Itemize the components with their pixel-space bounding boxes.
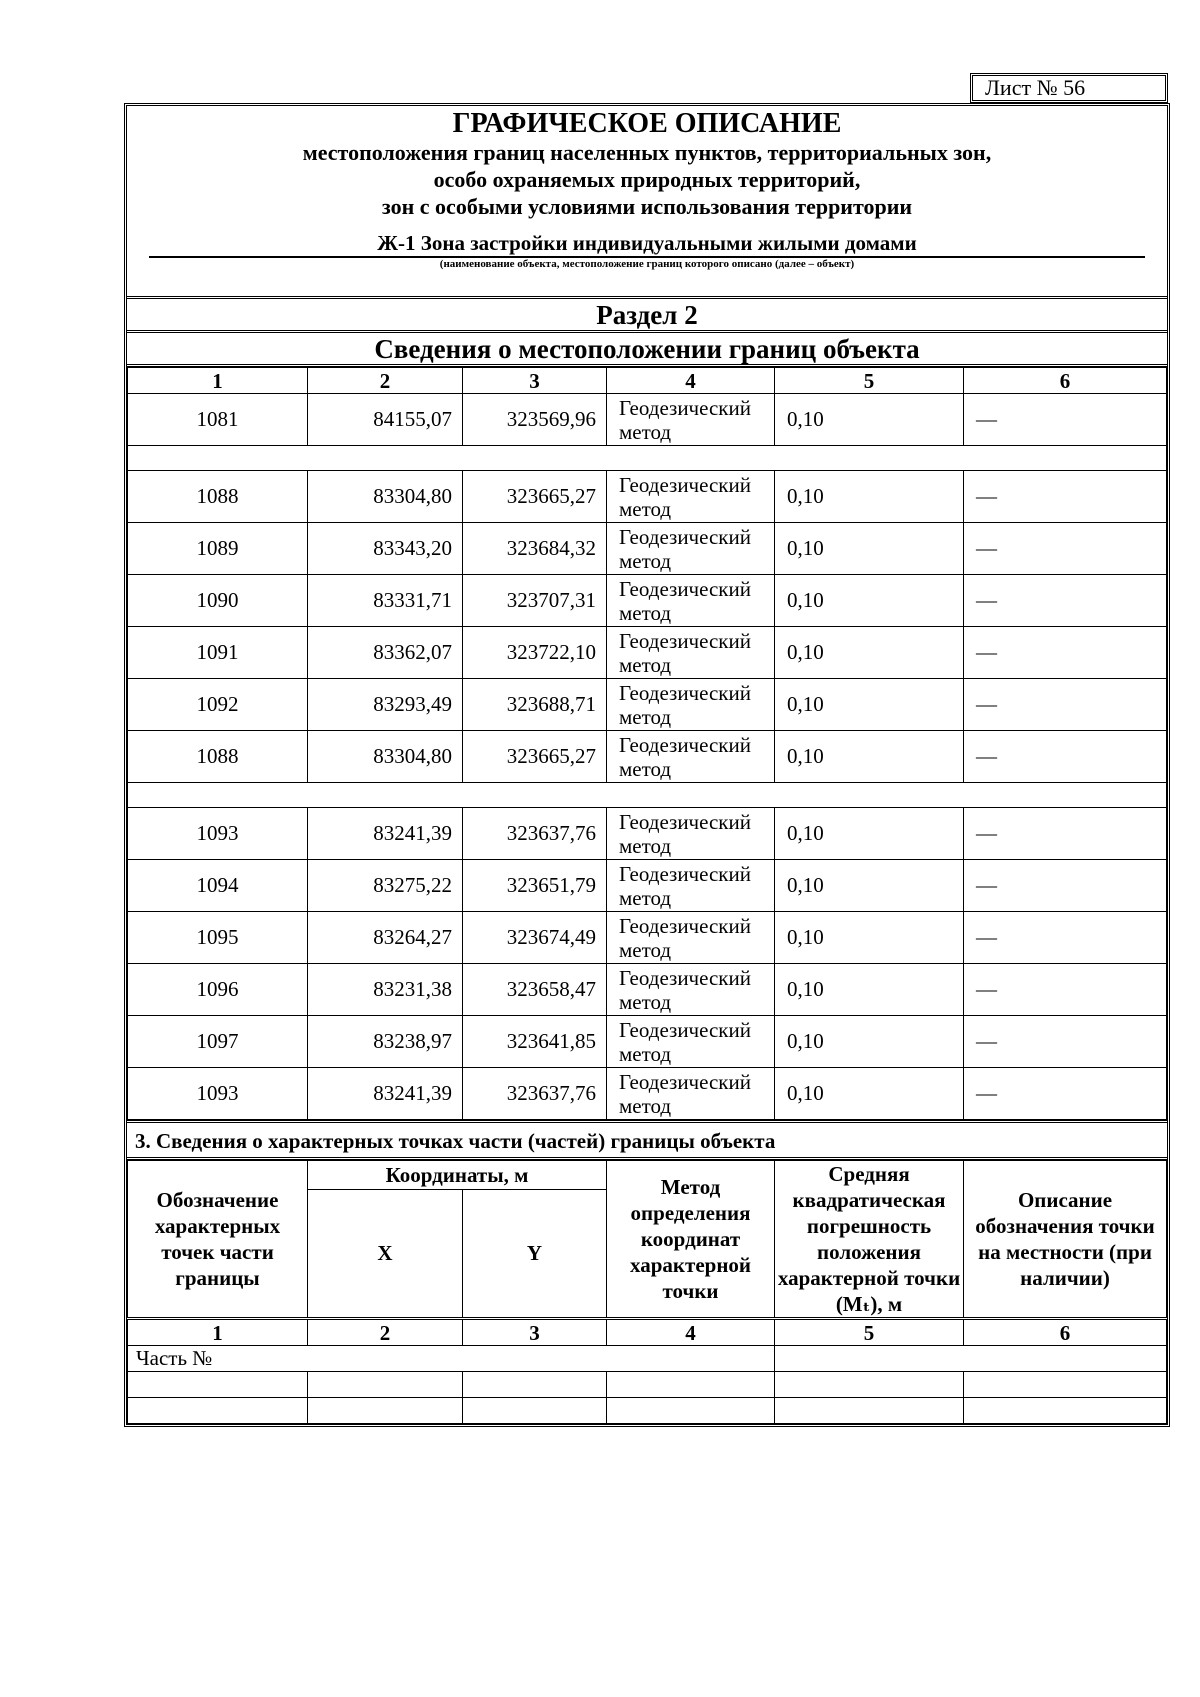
x-coordinate-cell: 83304,80 [308, 731, 463, 783]
x-coordinate-cell: 83304,80 [308, 471, 463, 523]
method-cell: Геодезический метод [607, 627, 775, 679]
accuracy-cell: 0,10 [775, 523, 964, 575]
description-cell: — [964, 731, 1167, 783]
table-row [128, 1068, 1167, 1120]
y-coordinate-cell: 323665,27 [463, 471, 607, 523]
description-cell: — [964, 1016, 1167, 1068]
column-number: 1 [128, 1319, 308, 1346]
column-number: 3 [463, 1319, 607, 1346]
empty-cell [964, 1398, 1167, 1424]
x-coordinate-cell: 83275,22 [308, 860, 463, 912]
column-number: 4 [607, 1319, 775, 1346]
x-coordinate-cell: 83343,20 [308, 523, 463, 575]
point-id-cell: 1089 [128, 523, 308, 575]
method-cell: Геодезический метод [607, 731, 775, 783]
point-id-cell: 1095 [128, 912, 308, 964]
y-coordinate-cell: 323707,31 [463, 575, 607, 627]
description-cell: — [964, 679, 1167, 731]
y-coordinate-cell: 323722,10 [463, 627, 607, 679]
point-id-cell: 1092 [128, 679, 308, 731]
point-id-cell: 1088 [128, 471, 308, 523]
accuracy-cell: 0,10 [775, 575, 964, 627]
empty-cell [775, 1372, 964, 1398]
point-id-cell: 1093 [128, 808, 308, 860]
table-row [128, 964, 1167, 1016]
table-row [128, 575, 1167, 627]
y-coordinate-cell: 323658,47 [463, 964, 607, 1016]
header-method: Метод определения координат характерной точки [607, 1161, 775, 1319]
contour-separator-cell [128, 446, 1167, 471]
method-cell: Геодезический метод [607, 912, 775, 964]
column-number: 4 [607, 368, 775, 394]
method-cell: Геодезический метод [607, 394, 775, 446]
contour-separator-row [128, 446, 1167, 471]
object-note: (наименование объекта, местоположение границ которого описано (далее – объект) [439, 258, 855, 270]
header-x: X [308, 1189, 463, 1318]
part-points-table [127, 1160, 1167, 1424]
sheet-number: Лист № 56 [970, 73, 1168, 103]
y-coordinate-cell: 323569,96 [463, 394, 607, 446]
accuracy-cell: 0,10 [775, 912, 964, 964]
description-cell: — [964, 471, 1167, 523]
empty-cell [607, 1372, 775, 1398]
document-header [127, 106, 1167, 299]
method-cell: Геодезический метод [607, 1016, 775, 1068]
header-y: Y [463, 1189, 607, 1318]
column-number: 5 [775, 1319, 964, 1346]
empty-cell [128, 1372, 308, 1398]
document-title: ГРАФИЧЕСКОЕ ОПИСАНИЕ [452, 108, 842, 139]
x-coordinate-cell: 83362,07 [308, 627, 463, 679]
subtitle-line-2: особо охраняемых природных территорий, [433, 167, 861, 192]
empty-row [128, 1372, 1167, 1398]
empty-cell [463, 1372, 607, 1398]
method-cell: Геодезический метод [607, 1068, 775, 1120]
table-row [128, 523, 1167, 575]
empty-cell [463, 1398, 607, 1424]
table-row [128, 860, 1167, 912]
x-coordinate-cell: 83241,39 [308, 808, 463, 860]
x-coordinate-cell: 83231,38 [308, 964, 463, 1016]
table-row [128, 679, 1167, 731]
section-title: Раздел 2 [127, 299, 1167, 333]
section-subtitle: Сведения о местоположении границ объекта [127, 333, 1167, 367]
header-accuracy: Средняя квадратическая погрешность положения характерной точки (Mₜ), м [775, 1161, 964, 1319]
empty-cell [128, 1398, 308, 1424]
header-description: Описание обозначения точки на местности (при наличии) [964, 1161, 1167, 1319]
empty-cell [775, 1398, 964, 1424]
column-number: 2 [308, 1319, 463, 1346]
x-coordinate-cell: 83241,39 [308, 1068, 463, 1120]
part-number-blank [775, 1346, 1167, 1372]
x-coordinate-cell: 83293,49 [308, 679, 463, 731]
y-coordinate-cell: 323637,76 [463, 808, 607, 860]
section3-header-row [128, 1161, 1167, 1190]
point-id-cell: 1081 [128, 394, 308, 446]
object-name: Ж-1 Зона застройки индивидуальными жилыми домами [377, 231, 917, 255]
x-coordinate-cell: 83264,27 [308, 912, 463, 964]
document-form [124, 103, 1170, 1427]
part-number-row [128, 1346, 1167, 1372]
description-cell: — [964, 860, 1167, 912]
subtitle-line-3: зон с особыми условиями использования территории [381, 194, 913, 219]
accuracy-cell: 0,10 [775, 860, 964, 912]
accuracy-cell: 0,10 [775, 731, 964, 783]
y-coordinate-cell: 323684,32 [463, 523, 607, 575]
method-cell: Геодезический метод [607, 523, 775, 575]
description-cell: — [964, 523, 1167, 575]
column-number: 5 [775, 368, 964, 394]
method-cell: Геодезический метод [607, 808, 775, 860]
point-id-cell: 1093 [128, 1068, 308, 1120]
accuracy-cell: 0,10 [775, 964, 964, 1016]
column-number: 6 [964, 1319, 1167, 1346]
method-cell: Геодезический метод [607, 964, 775, 1016]
x-coordinate-cell: 83238,97 [308, 1016, 463, 1068]
table-row [128, 471, 1167, 523]
point-id-cell: 1096 [128, 964, 308, 1016]
x-coordinate-cell: 84155,07 [308, 394, 463, 446]
empty-cell [964, 1372, 1167, 1398]
column-number: 3 [463, 368, 607, 394]
header-point-designation: Обозначение характерных точек части границы [128, 1161, 308, 1319]
y-coordinate-cell: 323674,49 [463, 912, 607, 964]
description-cell: — [964, 627, 1167, 679]
description-cell: — [964, 912, 1167, 964]
accuracy-cell: 0,10 [775, 394, 964, 446]
method-cell: Геодезический метод [607, 860, 775, 912]
accuracy-cell: 0,10 [775, 471, 964, 523]
description-cell: — [964, 394, 1167, 446]
accuracy-cell: 0,10 [775, 679, 964, 731]
y-coordinate-cell: 323641,85 [463, 1016, 607, 1068]
empty-cell [308, 1372, 463, 1398]
point-id-cell: 1097 [128, 1016, 308, 1068]
y-coordinate-cell: 323665,27 [463, 731, 607, 783]
accuracy-cell: 0,10 [775, 1068, 964, 1120]
section3-column-number-row [128, 1319, 1167, 1346]
table-row [128, 731, 1167, 783]
method-cell: Геодезический метод [607, 679, 775, 731]
method-cell: Геодезический метод [607, 471, 775, 523]
y-coordinate-cell: 323651,79 [463, 860, 607, 912]
header-coordinates: Координаты, м [308, 1161, 607, 1190]
contour-separator-cell [128, 783, 1167, 808]
description-cell: — [964, 964, 1167, 1016]
accuracy-cell: 0,10 [775, 1016, 964, 1068]
table-row [128, 912, 1167, 964]
empty-cell [308, 1398, 463, 1424]
accuracy-cell: 0,10 [775, 627, 964, 679]
point-id-cell: 1088 [128, 731, 308, 783]
description-cell: — [964, 575, 1167, 627]
coordinates-table [127, 367, 1167, 1120]
part-number-label: Часть № [128, 1346, 775, 1372]
column-number: 6 [964, 368, 1167, 394]
y-coordinate-cell: 323688,71 [463, 679, 607, 731]
empty-cell [607, 1398, 775, 1424]
point-id-cell: 1090 [128, 575, 308, 627]
table-row [128, 1016, 1167, 1068]
x-coordinate-cell: 83331,71 [308, 575, 463, 627]
subtitle-line-1: местоположения границ населенных пунктов, территориальных зон, [302, 140, 992, 165]
table-row [128, 808, 1167, 860]
point-id-cell: 1094 [128, 860, 308, 912]
table-row [128, 394, 1167, 446]
column-number-row [128, 368, 1167, 394]
table-row [128, 627, 1167, 679]
accuracy-cell: 0,10 [775, 808, 964, 860]
description-cell: — [964, 808, 1167, 860]
contour-separator-row [128, 783, 1167, 808]
description-cell: — [964, 1068, 1167, 1120]
column-number: 2 [308, 368, 463, 394]
method-cell: Геодезический метод [607, 575, 775, 627]
point-id-cell: 1091 [128, 627, 308, 679]
y-coordinate-cell: 323637,76 [463, 1068, 607, 1120]
column-number: 1 [128, 368, 308, 394]
empty-row [128, 1398, 1167, 1424]
section3-title: 3. Сведения о характерных точках части (частей) границы объекта [127, 1120, 1167, 1160]
